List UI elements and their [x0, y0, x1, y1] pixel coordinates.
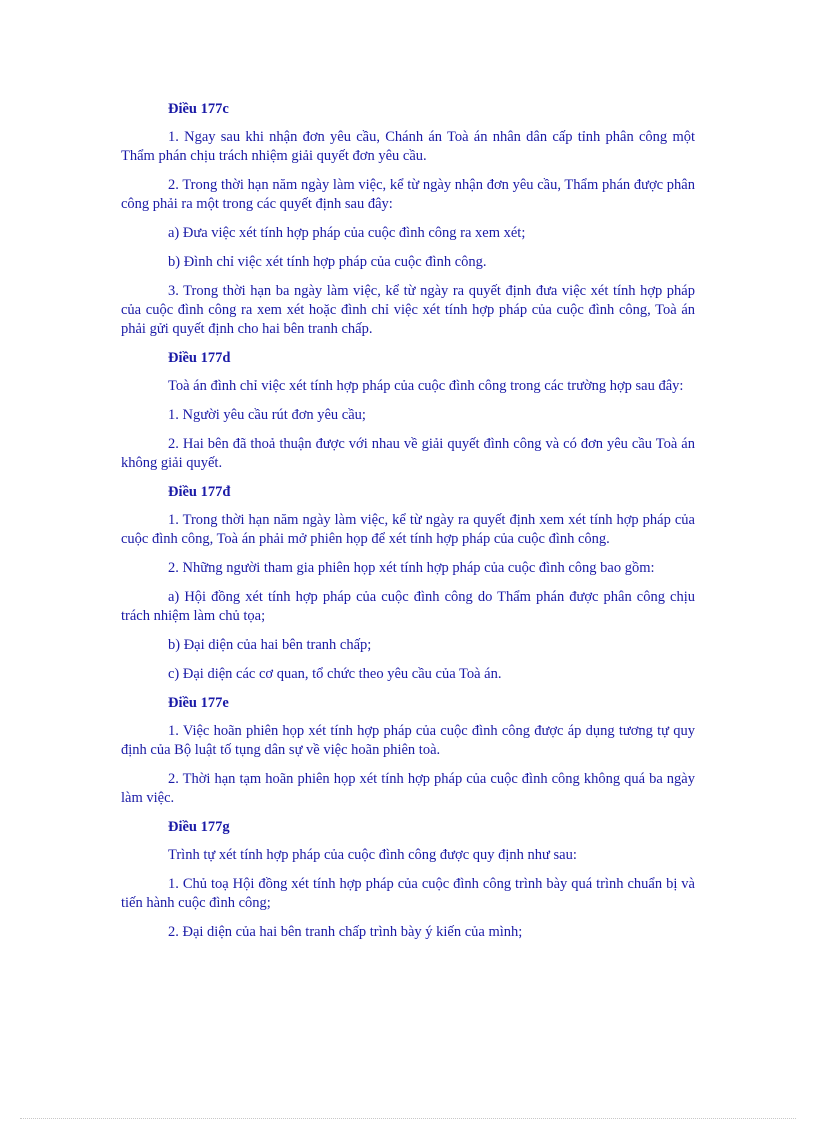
paragraph: Toà án đình chỉ việc xét tính hợp pháp của cuộc đình công trong các trường hợp sau đây:	[168, 378, 684, 394]
paragraph: c) Đại diện các cơ quan, tổ chức theo yêu cầu của Toà án.	[168, 666, 502, 682]
article-heading: Điều 177đ	[168, 484, 231, 500]
document-body	[121, 100, 695, 952]
article-heading: Điều 177e	[168, 695, 229, 711]
article-heading: Điều 177d	[168, 350, 231, 366]
paragraph: 3. Trong thời hạn ba ngày làm việc, kể từ ngày ra quyết định đưa việc xét tính hợp pháp của cuộc đình công ra xem xét hoặc đình chỉ việc xét tính hợp pháp của cuộc đình công, Toà án phải gửi quyết định cho hai bên tranh chấp.	[121, 283, 695, 337]
paragraph: 2. Những người tham gia phiên họp xét tính hợp pháp của cuộc đình công bao gồm:	[168, 560, 655, 576]
article-heading: Điều 177g	[168, 819, 230, 835]
paragraph: 1. Trong thời hạn năm ngày làm việc, kể từ ngày ra quyết định xem xét tính hợp pháp của cuộc đình công, Toà án phải mở phiên họp để xét tính hợp pháp của cuộc đình công.	[121, 512, 695, 547]
paragraph: 2. Thời hạn tạm hoãn phiên họp xét tính hợp pháp của cuộc đình công không quá ba ngày làm việc.	[121, 771, 695, 806]
page-bottom-border	[20, 1118, 796, 1119]
paragraph: 2. Đại diện của hai bên tranh chấp trình bày ý kiến của mình;	[168, 924, 523, 940]
paragraph: Trình tự xét tính hợp pháp của cuộc đình công được quy định như sau:	[168, 847, 577, 863]
paragraph: a) Hội đồng xét tính hợp pháp của cuộc đình công do Thẩm phán được phân công chịu trách nhiệm làm chủ tọa;	[121, 589, 695, 624]
paragraph: 2. Trong thời hạn năm ngày làm việc, kể từ ngày nhận đơn yêu cầu, Thẩm phán được phân công phải ra một trong các quyết định sau đây:	[121, 177, 695, 212]
paragraph: a) Đưa việc xét tính hợp pháp của cuộc đình công ra xem xét;	[168, 225, 526, 241]
article-heading: Điều 177c	[168, 101, 229, 117]
paragraph: 1. Ngay sau khi nhận đơn yêu cầu, Chánh án Toà án nhân dân cấp tỉnh phân công một Thẩm phán chịu trách nhiệm giải quyết đơn yêu cầu.	[121, 129, 695, 164]
paragraph: b) Đại diện của hai bên tranh chấp;	[168, 637, 372, 653]
paragraph: 2. Hai bên đã thoả thuận được với nhau về giải quyết đình công và có đơn yêu cầu Toà án không giải quyết.	[121, 436, 695, 471]
paragraph: b) Đình chỉ việc xét tính hợp pháp của cuộc đình công.	[168, 254, 487, 270]
paragraph: 1. Việc hoãn phiên họp xét tính hợp pháp của cuộc đình công được áp dụng tương tự quy định của Bộ luật tố tụng dân sự về việc hoãn phiên toà.	[121, 723, 695, 758]
paragraph: 1. Chủ toạ Hội đồng xét tính hợp pháp của cuộc đình công trình bày quá trình chuẩn bị và tiến hành cuộc đình công;	[121, 876, 695, 911]
paragraph: 1. Người yêu cầu rút đơn yêu cầu;	[168, 407, 366, 423]
